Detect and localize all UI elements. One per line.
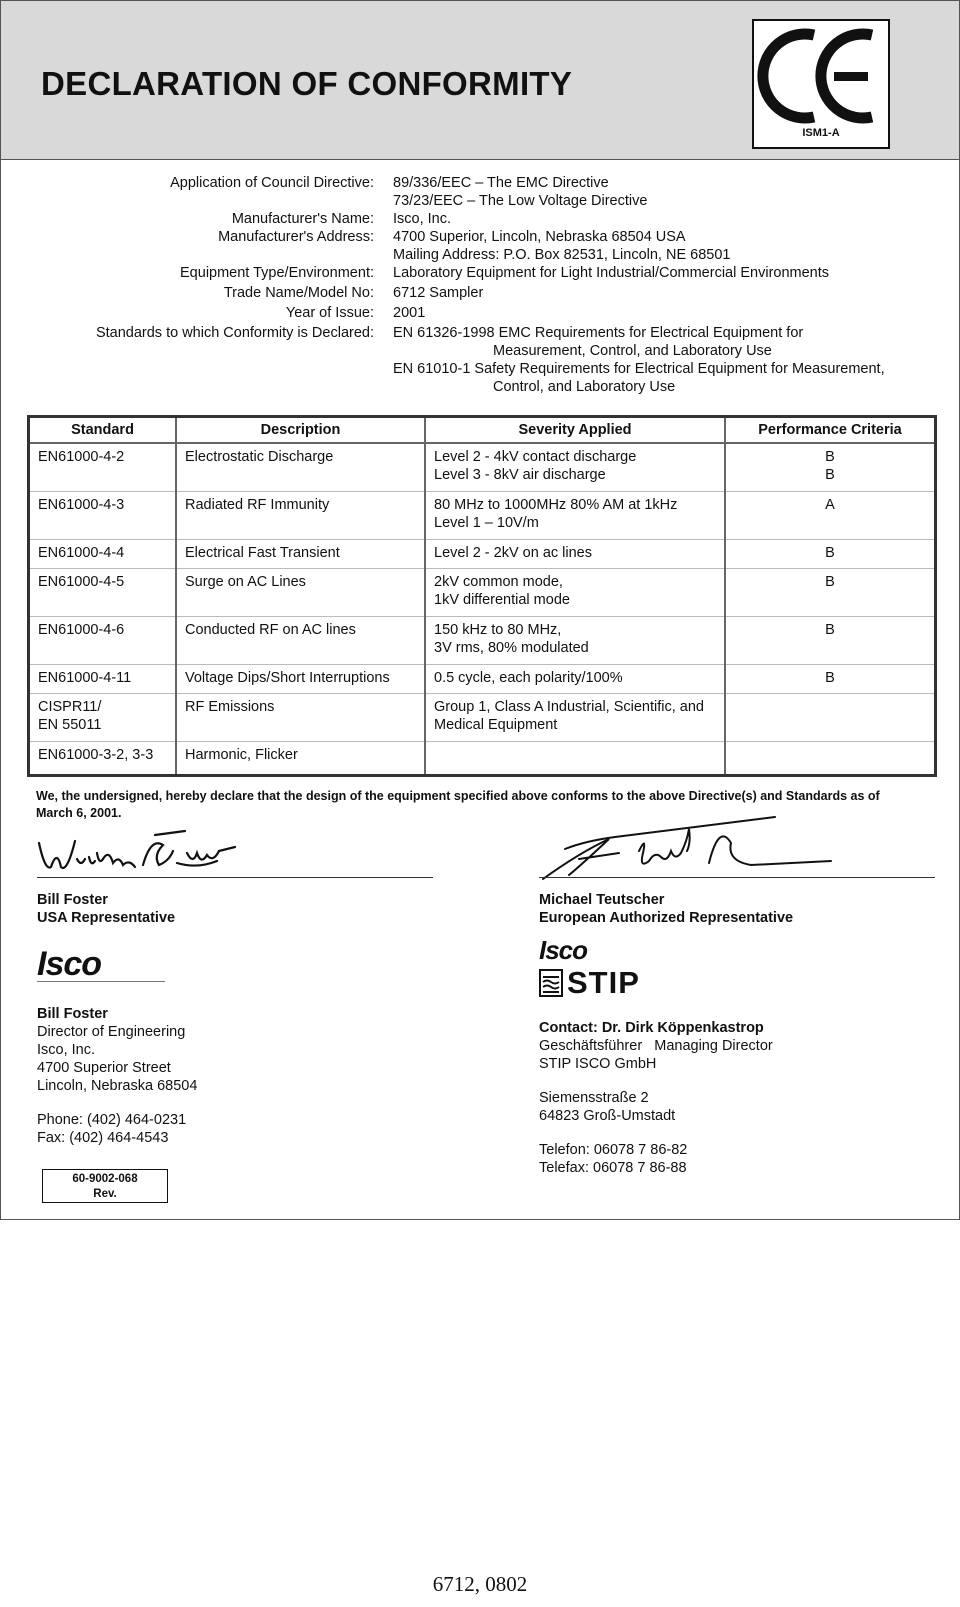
cell-criteria-line: B (825, 544, 835, 561)
left-signatory-role: USA Representative (37, 910, 176, 926)
cell-criteria (725, 539, 936, 568)
isco-logo-small: Isco (539, 935, 588, 965)
table-row (29, 741, 936, 775)
cell-severity (425, 741, 725, 775)
cell-standard (29, 616, 177, 664)
cell-standard (29, 693, 177, 741)
info-value: Mailing Address: P.O. Box 82531, Lincoln, NE 68501 (393, 247, 731, 263)
info-label: Year of Issue: (285, 305, 374, 321)
right-signatory-name: Michael Teutscher (539, 892, 665, 908)
info-value: 73/23/EEC – The Low Voltage Directive (393, 193, 648, 209)
cell-criteria (725, 491, 936, 539)
cell-severity-line: 2kV common mode, (434, 573, 563, 590)
info-value: Measurement, Control, and Laboratory Use (493, 343, 772, 359)
info-value: 4700 Superior, Lincoln, Nebraska 68504 USA (393, 229, 686, 245)
info-value: EN 61326-1998 EMC Requirements for Electrical Equipment for (393, 325, 804, 341)
cell-severity (425, 664, 725, 693)
cell-description: RF Emissions (176, 693, 425, 741)
revision-label: Rev. (93, 1188, 117, 1200)
cell-standard (29, 491, 177, 539)
right-phone: Telefon: 06078 7 86-82 (539, 1142, 688, 1158)
page-title: DECLARATION OF CONFORMITY (41, 65, 573, 102)
cell-severity-line: Level 3 - 8kV air discharge (434, 467, 606, 483)
signature-michael-teutscher (539, 813, 839, 883)
cell-standard-line: EN61000-3-2, 3-3 (38, 746, 154, 763)
table-row (29, 693, 936, 741)
ce-mark-icon (754, 21, 888, 125)
cell-criteria (725, 568, 936, 616)
cell-severity-line: Level 2 - 4kV contact discharge (434, 449, 637, 465)
info-value: 6712 Sampler (393, 285, 484, 301)
cell-description: Surge on AC Lines (176, 568, 425, 616)
right-signatory-role: European Authorized Representative (539, 910, 794, 926)
column-header-criteria: Performance Criteria (725, 417, 936, 444)
cell-criteria-line: B (825, 467, 835, 483)
left-signatory (37, 891, 175, 927)
header-band (1, 1, 959, 160)
table-row (29, 443, 936, 491)
left-contact-line: 4700 Superior Street (37, 1060, 171, 1076)
info-label: Application of Council Directive: (170, 175, 374, 191)
left-contact-line: Director of Engineering (37, 1024, 186, 1040)
cell-description: Voltage Dips/Short Interruptions (176, 664, 425, 693)
info-label: Equipment Type/Environment: (180, 265, 374, 281)
right-contact-block (539, 1019, 773, 1177)
cell-severity (425, 616, 725, 664)
cell-criteria-line: B (825, 573, 835, 590)
column-header-standard: Standard (29, 417, 177, 444)
cell-severity-line: 3V rms, 80% modulated (434, 639, 589, 656)
left-fax: Fax: (402) 464-4543 (37, 1130, 169, 1146)
cell-standard (29, 568, 177, 616)
cell-severity (425, 568, 725, 616)
cell-criteria (725, 664, 936, 693)
right-signatory (539, 891, 793, 927)
cell-standard-line: EN61000-4-6 (38, 621, 125, 638)
cell-criteria-line: B (825, 621, 835, 638)
left-signatory-name: Bill Foster (37, 892, 108, 908)
table-row (29, 568, 936, 616)
ce-mark-code: ISM1-A (802, 127, 840, 139)
info-label: Manufacturer's Address: (218, 229, 374, 245)
table-row (29, 664, 936, 693)
isco-logo: Isco (37, 945, 102, 983)
stip-logo: STIP (567, 965, 640, 1000)
cell-severity-line: Group 1, Class A Industrial, Scientific, and (434, 698, 704, 715)
column-header-description: Description (176, 417, 425, 444)
cell-description: Radiated RF Immunity (176, 491, 425, 539)
cell-description: Electrostatic Discharge (176, 443, 425, 491)
cell-criteria-line: B (825, 669, 835, 686)
cell-standard-line: EN61000-4-2 (38, 449, 125, 465)
part-number: 60-9002-068 (72, 1173, 138, 1185)
right-contact-line: STIP ISCO GmbH (539, 1056, 657, 1072)
cell-criteria (725, 693, 936, 741)
cell-severity-line: Medical Equipment (434, 716, 558, 733)
table-header-row (29, 417, 936, 444)
info-label: Trade Name/Model No: (223, 285, 374, 301)
cell-standard-line: EN 55011 (38, 716, 102, 733)
left-contact-block (37, 1005, 197, 1147)
info-value: Isco, Inc. (393, 211, 452, 227)
cell-standard-line: CISPR11/ (38, 698, 102, 715)
cell-standard (29, 664, 177, 693)
right-contact-name: Contact: Dr. Dirk Köppenkastrop (539, 1020, 764, 1036)
table-row (29, 616, 936, 664)
cell-description: Electrical Fast Transient (176, 539, 425, 568)
info-value: 89/336/EEC – The EMC Directive (393, 175, 609, 191)
cell-standard (29, 443, 177, 491)
document-part-number (42, 1169, 168, 1203)
cell-criteria (725, 443, 936, 491)
cell-description: Harmonic, Flicker (176, 741, 425, 775)
right-address-line: 64823 Groß-Umstadt (539, 1108, 676, 1124)
left-contact-line: Isco, Inc. (37, 1042, 96, 1058)
signature-line-left (37, 877, 433, 878)
info-value: 2001 (393, 305, 426, 321)
stip-emblem-icon (539, 969, 563, 997)
table-row (29, 539, 936, 568)
cell-description: Conducted RF on AC lines (176, 616, 425, 664)
signature-line-right (539, 877, 935, 878)
declaration-statement: We, the undersigned, hereby declare that the design of the equipment specified above conforms to the above Directive(s) and Standards as of March 6, 2001. (36, 789, 880, 820)
page-footer: 6712, 0802 (432, 1572, 528, 1596)
cell-severity (425, 693, 725, 741)
cell-severity-line: Level 1 – 10V/m (434, 514, 539, 531)
left-phone: Phone: (402) 464-0231 (37, 1112, 187, 1128)
cell-standard-line: EN61000-4-5 (38, 573, 125, 590)
cell-standard (29, 741, 177, 775)
cell-severity-line: 1kV differential mode (434, 591, 570, 608)
left-contact-line: Lincoln, Nebraska 68504 (37, 1078, 198, 1094)
logo-underline (37, 981, 165, 982)
ce-mark-logo (752, 19, 890, 149)
cell-severity (425, 539, 725, 568)
info-label: Standards to which Conformity is Declared: (95, 325, 374, 341)
right-address-line: Siemensstraße 2 (539, 1090, 649, 1106)
signature-bill-foster (37, 823, 297, 879)
column-header-severity: Severity Applied (425, 417, 725, 444)
cell-criteria-line: A (825, 496, 835, 513)
cell-severity-line: 150 kHz to 80 MHz, (434, 621, 562, 638)
cell-severity-line: Level 2 - 2kV on ac lines (434, 544, 592, 561)
info-value: Control, and Laboratory Use (493, 379, 676, 395)
table-row (29, 491, 936, 539)
cell-standard (29, 539, 177, 568)
cell-standard-line: EN61000-4-3 (38, 496, 125, 513)
info-value: EN 61010-1 Safety Requirements for Electrical Equipment for Measurement, (393, 361, 885, 377)
cell-severity-line: 80 MHz to 1000MHz 80% AM at 1kHz (434, 496, 678, 513)
cell-criteria (725, 741, 936, 775)
cell-criteria (725, 616, 936, 664)
cell-severity (425, 443, 725, 491)
cell-criteria-line: B (825, 449, 835, 465)
info-value: Laboratory Equipment for Light Industrial/Commercial Environments (393, 265, 830, 281)
cell-severity-line: 0.5 cycle, each polarity/100% (434, 669, 623, 686)
right-fax: Telefax: 06078 7 86-88 (539, 1160, 687, 1176)
standards-table (27, 415, 937, 777)
cell-standard-line: EN61000-4-11 (38, 669, 132, 686)
left-contact-name: Bill Foster (37, 1006, 108, 1022)
info-label: Manufacturer's Name: (231, 211, 374, 227)
cell-standard-line: EN61000-4-4 (38, 544, 125, 561)
right-contact-line: Geschäftsführer Managing Director (539, 1038, 773, 1054)
cell-severity (425, 491, 725, 539)
